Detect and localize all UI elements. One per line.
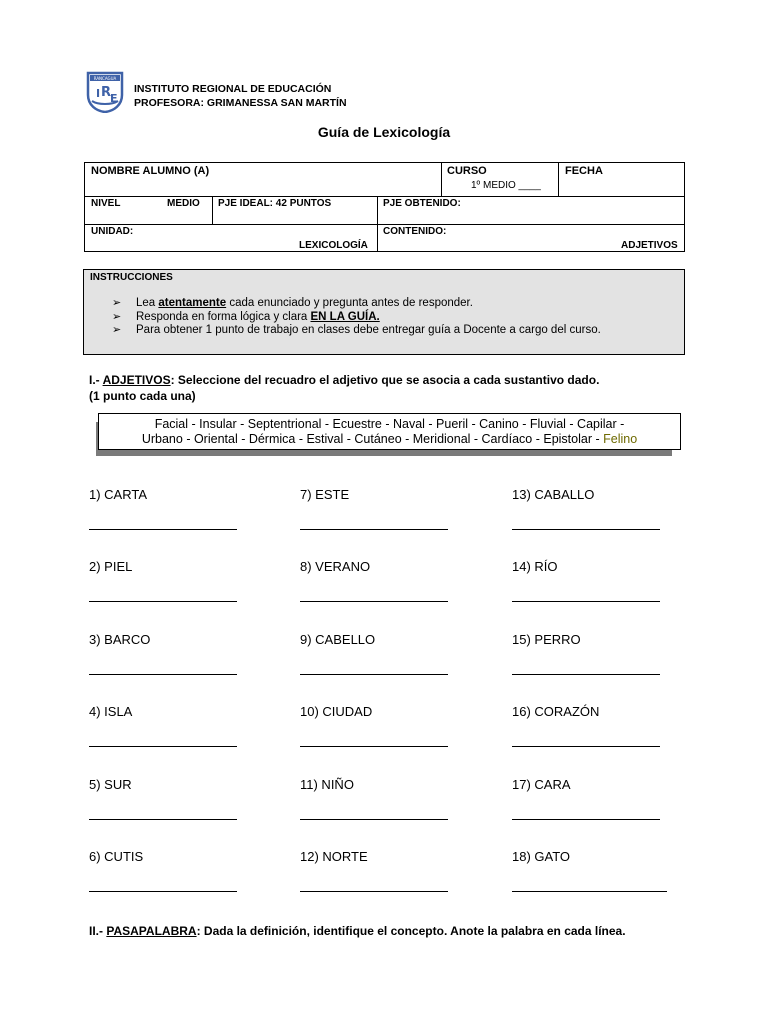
answer-line-12[interactable] [300, 891, 448, 892]
content-value: ADJETIVOS [621, 240, 678, 251]
instructions-list [112, 297, 601, 338]
unit-label: UNIDAD: [91, 226, 134, 237]
answer-line-1[interactable] [89, 529, 237, 530]
level-value: MEDIO [167, 198, 200, 209]
svg-text:E: E [110, 92, 118, 105]
section-2-heading: II.- PASAPALABRA: Dada la definición, identifique el concepto. Anote la palabra en cada línea. [89, 924, 626, 938]
item-2: 2) PIEL [89, 559, 133, 574]
instructions-title: INSTRUCCIONES [90, 272, 173, 283]
section-1-name: ADJETIVOS [102, 373, 171, 387]
course-value[interactable]: 1º MEDIO ____ [471, 180, 541, 191]
item-3: 3) BARCO [89, 632, 151, 647]
course-label: CURSO [447, 165, 487, 177]
section-2-name: PASAPALABRA [106, 924, 197, 938]
item-12: 12) NORTE [300, 849, 368, 864]
unit-value: LEXICOLOGÍA [299, 240, 368, 251]
student-name-label: NOMBRE ALUMNO (A) [91, 165, 210, 177]
item-4: 4) ISLA [89, 704, 133, 719]
answer-line-7[interactable] [300, 529, 448, 530]
item-15: 15) PERRO [512, 632, 581, 647]
item-13: 13) CABALLO [512, 487, 595, 502]
answer-line-18[interactable] [512, 891, 667, 892]
svg-text:R: R [101, 85, 112, 100]
page-title: Guía de Lexicología [317, 124, 451, 140]
word-box [98, 413, 681, 450]
content-label: CONTENIDO: [383, 226, 447, 237]
arrow-bullet-icon: ➢ [112, 324, 122, 336]
svg-text:I: I [96, 87, 101, 100]
item-1: 1) CARTA [89, 487, 148, 502]
item-18: 18) GATO [512, 849, 571, 864]
answer-line-10[interactable] [300, 746, 448, 747]
item-6: 6) CUTIS [89, 849, 144, 864]
answer-line-13[interactable] [512, 529, 660, 530]
list-item: ➢ Lea atentamente cada enunciado y pregunta antes de responder. [112, 297, 473, 309]
list-item: ➢ Responda en forma lógica y clara EN LA GUÍA. [112, 310, 380, 323]
answer-line-5[interactable] [89, 819, 237, 820]
answer-line-4[interactable] [89, 746, 237, 747]
answer-line-17[interactable] [512, 819, 660, 820]
answer-line-15[interactable] [512, 674, 660, 675]
institution-header [134, 82, 347, 110]
item-10: 10) CIUDAD [300, 704, 373, 719]
word-box-line-1: Facial - Insular - Septentrional - Ecuestre - Naval - Pueril - Canino - Fluvial - Capilar - [154, 417, 625, 431]
institution-name: INSTITUTO REGIONAL DE EDUCACIÓN [134, 83, 332, 95]
date-label: FECHA [565, 165, 603, 177]
logo-text: RANCAGUA [93, 76, 117, 81]
answer-line-9[interactable] [300, 674, 448, 675]
item-11: 11) NIÑO [300, 777, 354, 792]
item-5: 5) SUR [89, 777, 132, 792]
item-8: 8) VERANO [300, 559, 371, 574]
answer-line-11[interactable] [300, 819, 448, 820]
answer-line-6[interactable] [89, 891, 237, 892]
arrow-bullet-icon: ➢ [112, 310, 122, 323]
arrow-bullet-icon: ➢ [112, 297, 122, 309]
item-14: 14) RÍO [512, 559, 558, 574]
answer-line-3[interactable] [89, 674, 237, 675]
teacher-name: PROFESORA: GRIMANESSA SAN MARTÍN [134, 97, 347, 109]
answer-line-14[interactable] [512, 601, 660, 602]
instructions-box [83, 269, 685, 355]
answer-line-16[interactable] [512, 746, 660, 747]
item-17: 17) CARA [512, 777, 571, 792]
item-16: 16) CORAZÓN [512, 704, 600, 719]
school-logo-icon [86, 71, 124, 113]
answer-line-8[interactable] [300, 601, 448, 602]
obtained-score-label: PJE OBTENIDO: [383, 198, 461, 209]
student-info-table [84, 162, 685, 252]
section-1-heading: I.- ADJETIVOS: Seleccione del recuadro el adjetivo que se asocia a cada sustantivo dado. (1 punto cada una) [89, 373, 600, 403]
item-9: 9) CABELLO [300, 632, 376, 647]
ideal-score: PJE IDEAL: 42 PUNTOS [218, 198, 332, 209]
word-box-line-2: Urbano - Oriental - Dérmica - Estival - Cutáneo - Meridional - Cardíaco - Epistolar - Felino [141, 432, 638, 446]
section-1-points: (1 punto cada una) [89, 389, 196, 403]
level-label: NIVEL [91, 198, 121, 209]
answer-line-2[interactable] [89, 601, 237, 602]
list-item: ➢ Para obtener 1 punto de trabajo en clases debe entregar guía a Docente a cargo del curso. [112, 324, 601, 336]
item-7: 7) ESTE [300, 487, 350, 502]
